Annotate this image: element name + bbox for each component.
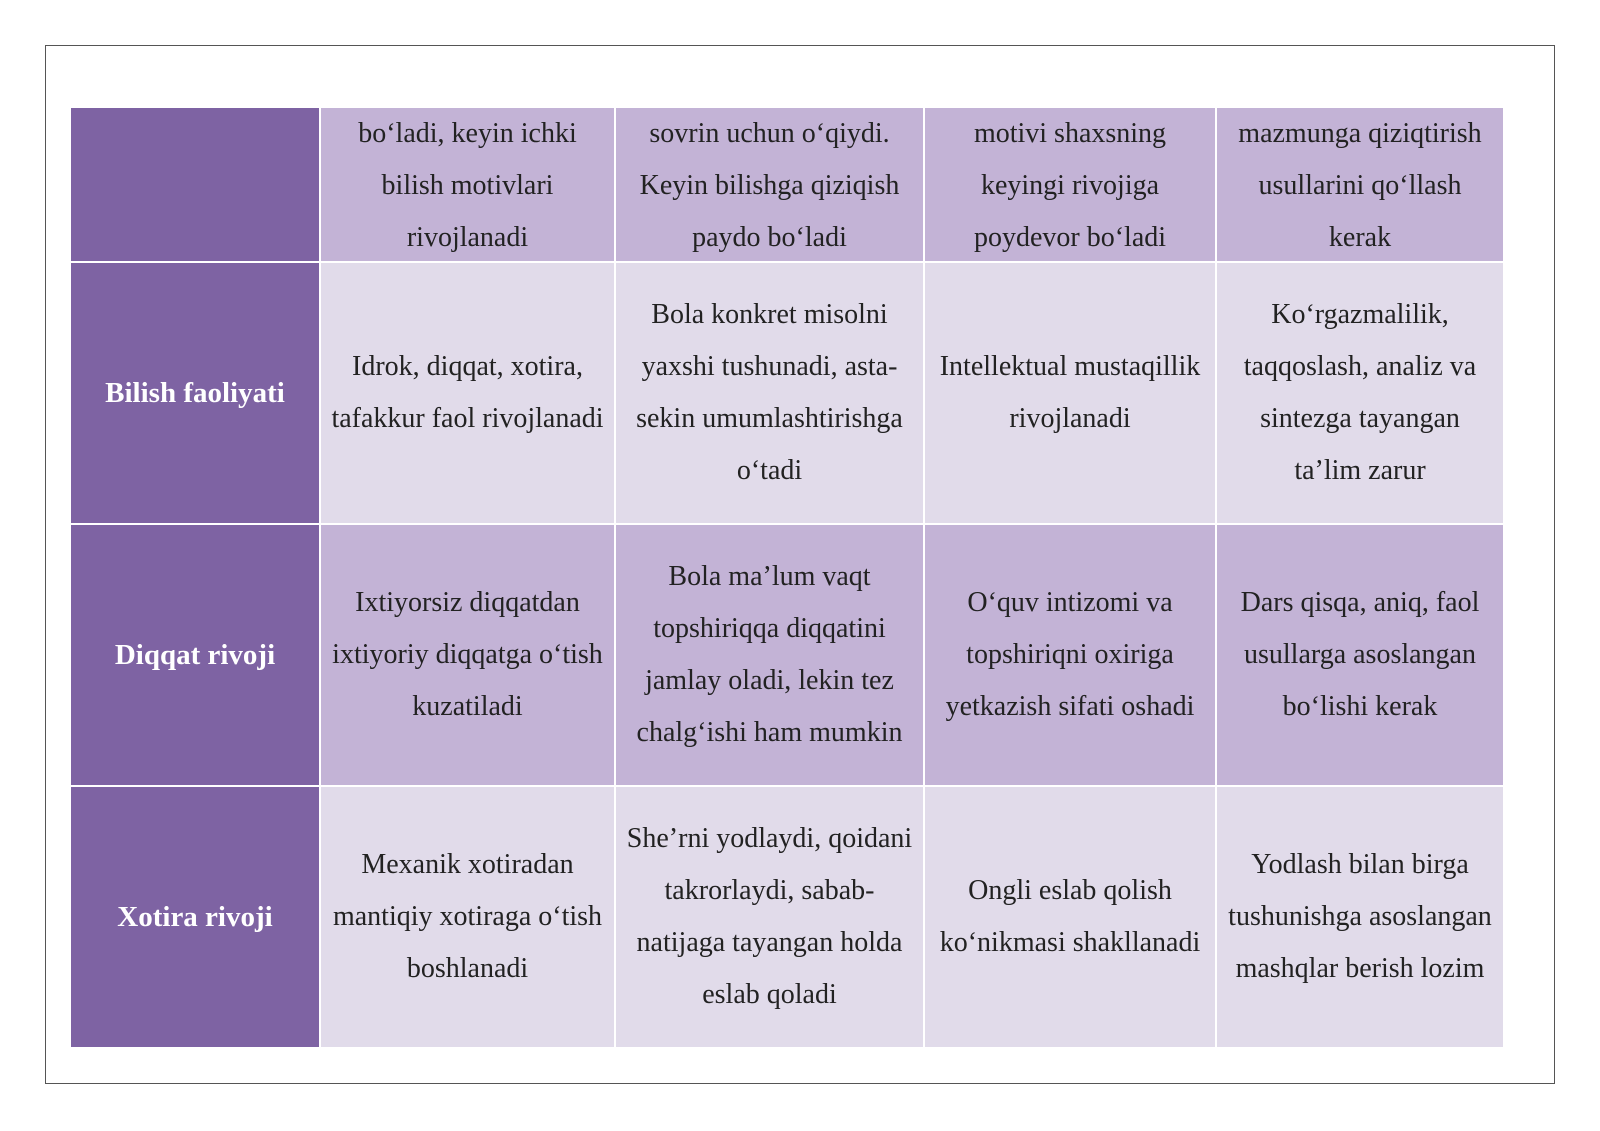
table-cell: Ixtiyorsiz diqqatdan ixtiyoriy diqqatga o‘tish kuzatiladi	[321, 525, 614, 785]
table-cell: O‘quv intizomi va topshiriqni oxiriga yetkazish sifati oshadi	[925, 525, 1215, 785]
table-cell: Yodlash bilan birga tushunishga asoslangan mashqlar berish lozim	[1217, 787, 1503, 1047]
row-header: Diqqat rivoji	[71, 525, 319, 785]
table-cell: Dars qisqa, aniq, faol usullarga asoslangan bo‘lishi kerak	[1217, 525, 1503, 785]
table-cell: Bola konkret misolni yaxshi tushunadi, asta-sekin umumlashtirishga o‘tadi	[616, 263, 923, 523]
table-cell: sovrin uchun o‘qiydi. Keyin bilishga qiziqish paydo bo‘ladi	[616, 108, 923, 261]
development-table	[71, 108, 1503, 1041]
table-cell: Mexanik xotiradan mantiqiy xotiraga o‘tish boshlanadi	[321, 787, 614, 1047]
table-cell: mazmunga qiziqtirish usullarini qo‘llash kerak	[1217, 108, 1503, 261]
row-header	[71, 108, 319, 261]
table-cell: bo‘ladi, keyin ichki bilish motivlari rivojlanadi	[321, 108, 614, 261]
row-header: Xotira rivoji	[71, 787, 319, 1047]
table-cell: She’rni yodlaydi, qoidani takrorlaydi, sabab-natijaga tayangan holda eslab qoladi	[616, 787, 923, 1047]
row-header: Bilish faoliyati	[71, 263, 319, 523]
table-cell: Bola ma’lum vaqt topshiriqqa diqqatini jamlay oladi, lekin tez chalg‘ishi ham mumkin	[616, 525, 923, 785]
table-cell: Idrok, diqqat, xotira, tafakkur faol rivojlanadi	[321, 263, 614, 523]
table-cell: Intellektual mustaqillik rivojlanadi	[925, 263, 1215, 523]
table-cell: Ongli eslab qolish ko‘nikmasi shakllanadi	[925, 787, 1215, 1047]
table-cell: motivi shaxsning keyingi rivojiga poydevor bo‘ladi	[925, 108, 1215, 261]
table-cell: Ko‘rgazmalilik, taqqoslash, analiz va sintezga tayangan ta’lim zarur	[1217, 263, 1503, 523]
